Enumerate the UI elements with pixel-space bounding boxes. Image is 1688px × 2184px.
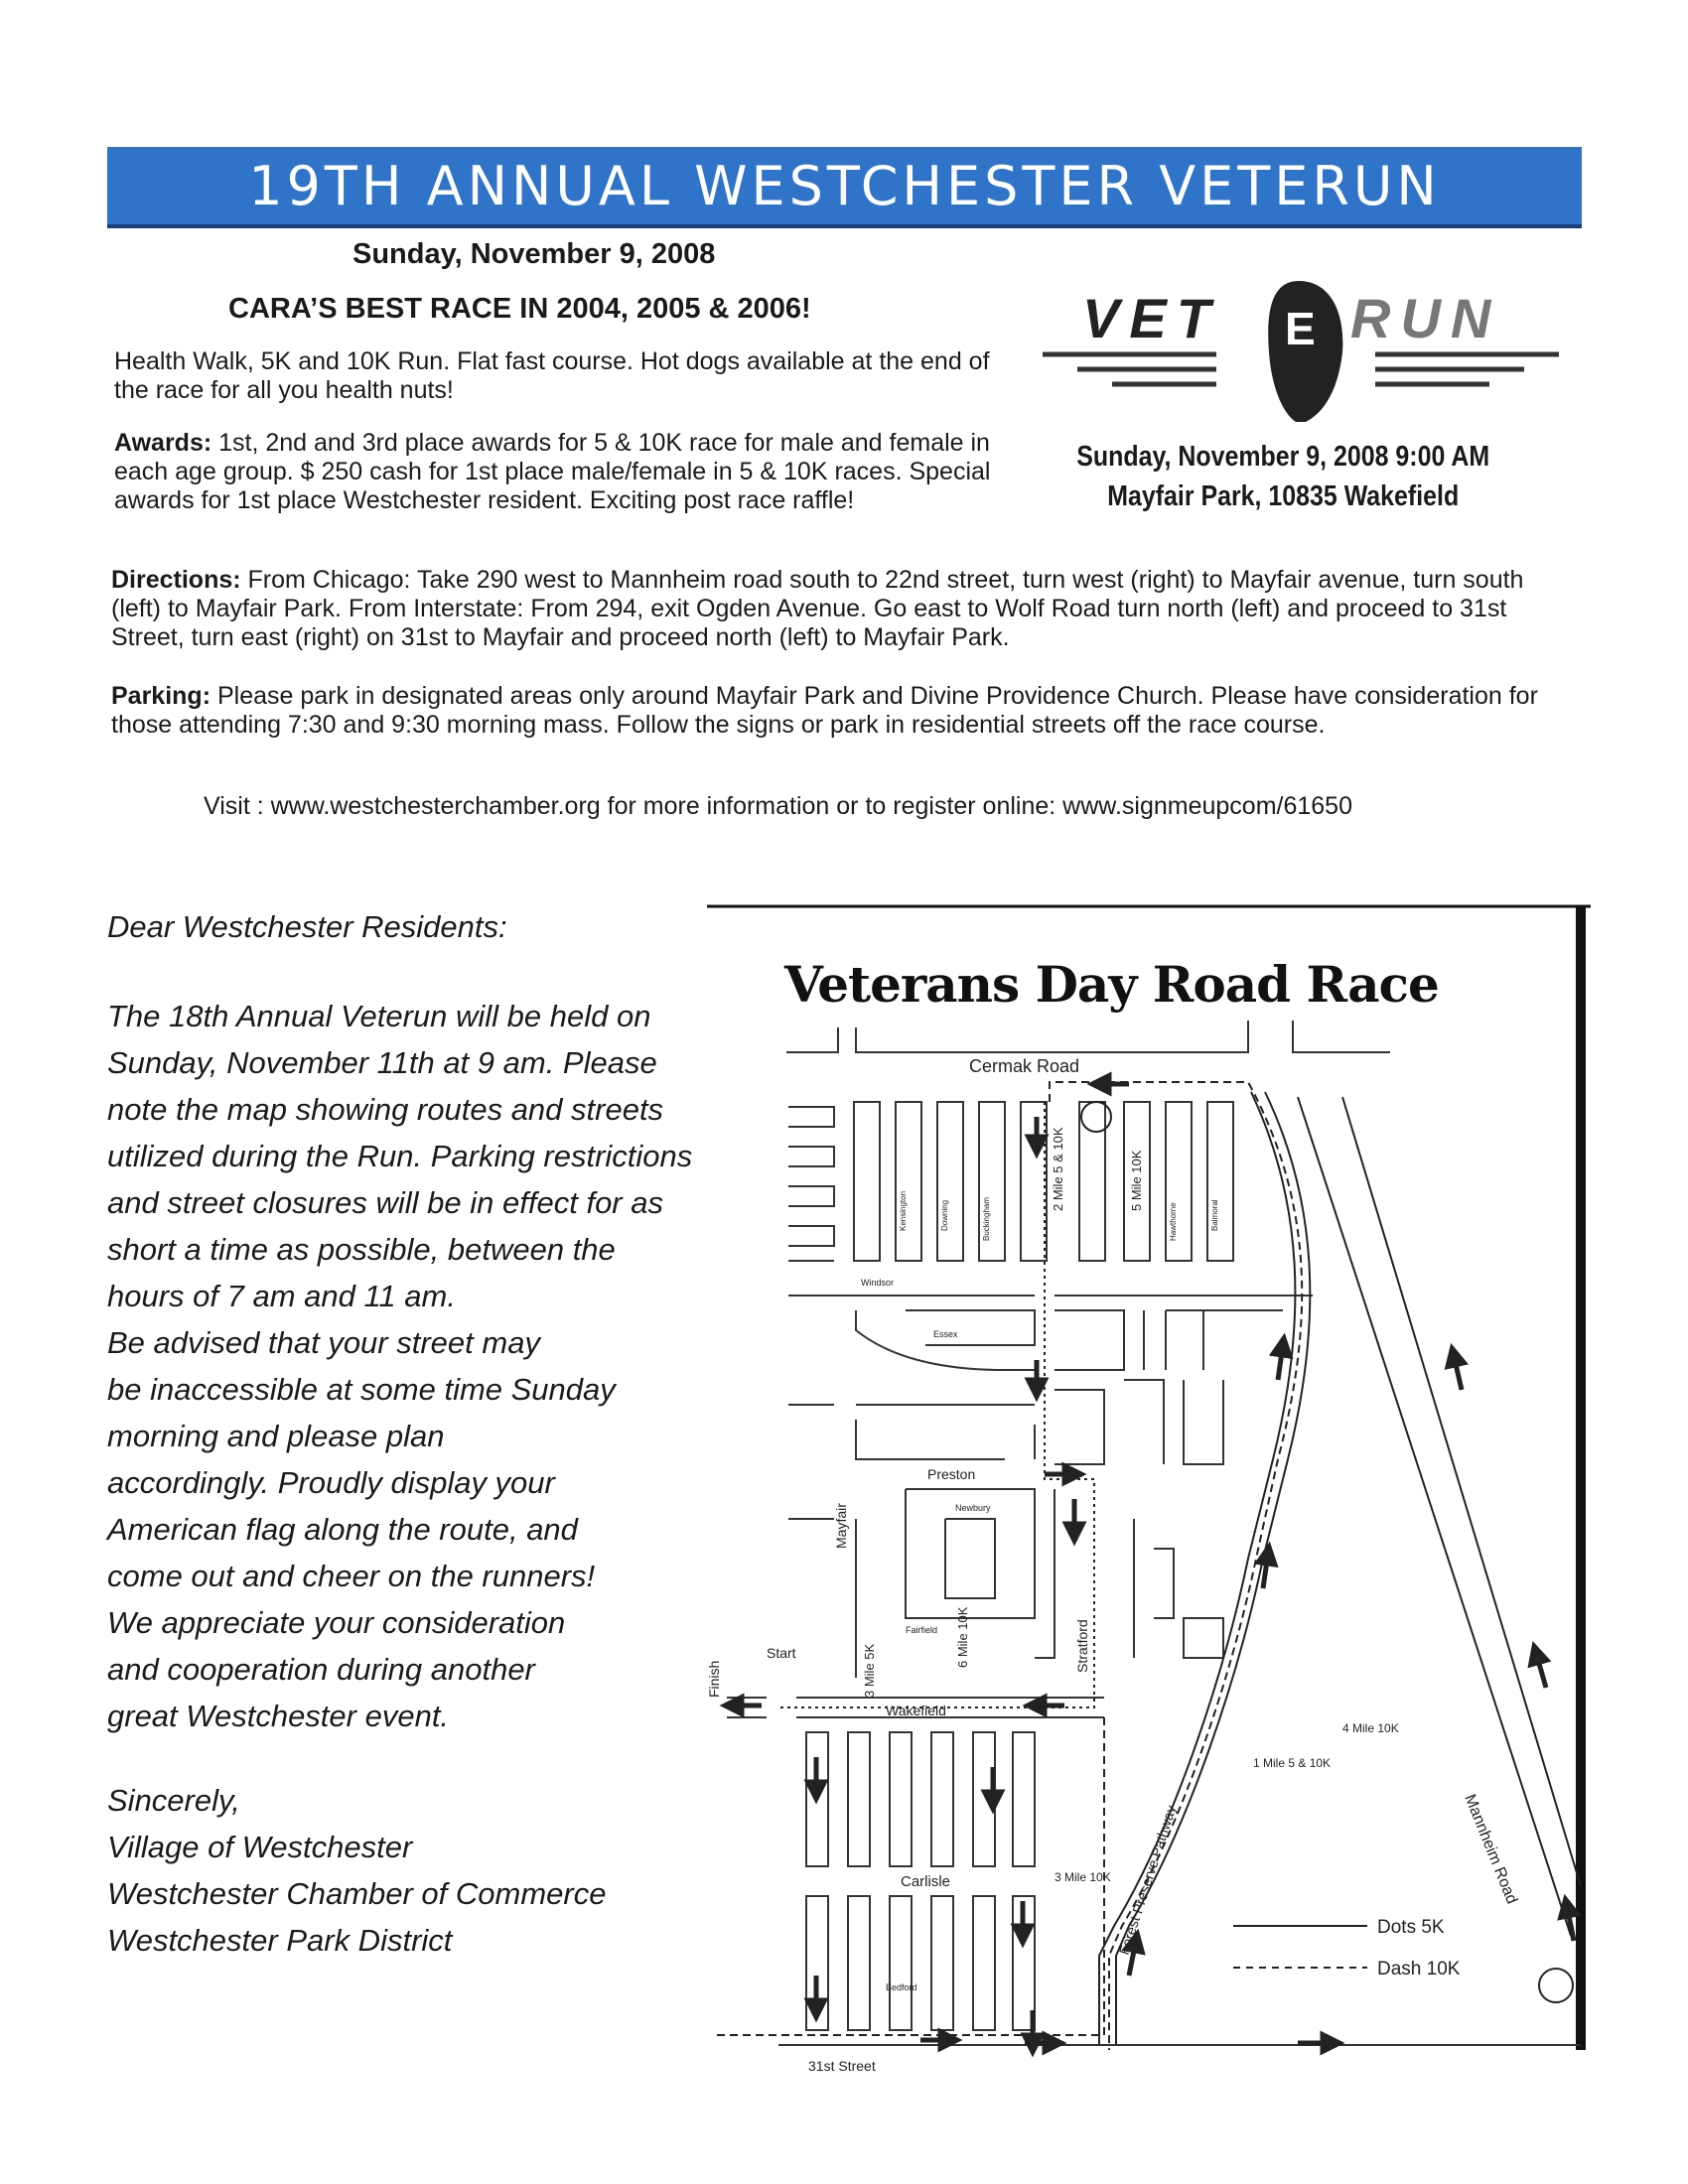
street-wakefield: Wakefield: [886, 1703, 946, 1718]
banner-title: 19TH ANNUAL WESTCHESTER VETERUN: [107, 147, 1582, 228]
directions-label: Directions:: [111, 566, 241, 594]
event-info-box: [1053, 437, 1513, 516]
parking-paragraph: [111, 682, 1556, 740]
letter-line: We appreciate your consideration: [107, 1605, 566, 1640]
event-info-location: Mayfair Park, 10835 Wakefield: [1107, 480, 1460, 512]
letter-line: be inaccessible at some time Sunday: [107, 1372, 616, 1407]
mile2-label: 2 Mile 5 & 10K: [1051, 1127, 1065, 1211]
directions-text: From Chicago: Take 290 west to Mannheim road south to 22nd street, turn west (right) to Mayfair avenue, turn south (left) to Mayfair Park. From Interstate: From 294, exit Ogden Avenue. Go east to Wolf Road turn north (left) and proceed to 31st Street, turn east (right) on 31st to Mayfair and proceed north (left) to Mayfair Park.: [111, 566, 1524, 651]
visit-line: Visit : www.westchesterchamber.org for more information or to register online: www.signmeupcom/61650: [204, 792, 1352, 820]
street-hawthorne: Hawthorne: [1169, 1202, 1178, 1241]
street-newbury: Newbury: [955, 1503, 991, 1513]
awards-paragraph: [114, 429, 1033, 515]
awards-text: 1st, 2nd and 3rd place awards for 5 & 10K race for male and female in each age group. $ 250 cash for 1st place male/female in 5 & 10K races. Special awards for 1st place Westchester resident. Exciting post race raffle!: [114, 429, 991, 514]
logo-center-letter: E: [1285, 303, 1316, 354]
directions-paragraph: [111, 566, 1556, 652]
letter-line: American flag along the route, and: [107, 1512, 578, 1547]
mile6-label: 6 Mile 10K: [955, 1606, 970, 1668]
letter-signoff: [107, 1777, 723, 1964]
parking-text: Please park in designated areas only around Mayfair Park and Divine Providence Church. Please have consideration for those attending 7:30 and 9:30 morning mass. Follow the signs or park in residential streets off the race course.: [111, 682, 1538, 739]
mile4-label: 4 Mile 10K: [1342, 1721, 1399, 1735]
street-fairfield: Fairfield: [906, 1625, 938, 1635]
letter-line: great Westchester event.: [107, 1699, 450, 1733]
signoff-line: Westchester Park District: [107, 1923, 453, 1958]
letter-line: Sunday, November 11th at 9 am. Please: [107, 1045, 657, 1080]
water-stop-icon: [1081, 1102, 1111, 1132]
logo-right-letters: RUN: [1350, 287, 1501, 349]
street-stratford: Stratford: [1074, 1619, 1090, 1673]
letter-line: and street closures will be in effect for as: [107, 1185, 663, 1220]
street-mayfair: Mayfair: [833, 1503, 849, 1549]
street-balmoral: Balmoral: [1210, 1199, 1219, 1231]
letter-line: note the map showing routes and streets: [107, 1092, 664, 1127]
letter-line: accordingly. Proudly display your: [107, 1465, 555, 1500]
letter-line: utilized during the Run. Parking restrictions: [107, 1139, 693, 1173]
mile1-label: 1 Mile 5 & 10K: [1253, 1756, 1332, 1770]
veterun-logo: [1033, 273, 1569, 442]
street-essex: Essex: [933, 1329, 958, 1339]
event-info-datetime: Sunday, November 9, 2008 9:00 AM: [1076, 441, 1490, 473]
street-bedford: Bedford: [886, 1982, 917, 1992]
letter-line: and cooperation during another: [107, 1652, 535, 1687]
street-cermak: Cermak Road: [969, 1056, 1080, 1076]
street-windsor: Windsor: [861, 1278, 895, 1288]
street-forest-pathway: Forest Preserve Pathway: [1115, 1803, 1180, 1957]
letter-line: Be advised that your street may: [107, 1325, 540, 1360]
letter-salutation: Dear Westchester Residents:: [107, 909, 507, 944]
event-date-heading: Sunday, November 9, 2008: [352, 238, 716, 270]
race-map-drawing: [706, 903, 1591, 2074]
awards-label: Awards:: [114, 429, 212, 457]
logo-left-letters: VET: [1082, 287, 1220, 349]
street-carlisle: Carlisle: [901, 1873, 951, 1890]
letter-body: [107, 993, 723, 1739]
intro-paragraph: Health Walk, 5K and 10K Run. Flat fast course. Hot dogs available at the end of the race for all you health nuts!: [114, 347, 990, 404]
street-preston: Preston: [927, 1466, 976, 1482]
signoff-line: Sincerely,: [107, 1783, 240, 1818]
map-title: Veterans Day Road Race: [784, 955, 1439, 1014]
street-buckingham: Buckingham: [982, 1196, 991, 1241]
street-kensington: Kensington: [899, 1190, 908, 1231]
parking-label: Parking:: [111, 682, 211, 710]
letter-line: short a time as possible, between the: [107, 1232, 616, 1267]
mile3-5k-label: 3 Mile 5K: [862, 1643, 877, 1698]
legend-dash: Dash 10K: [1377, 1959, 1461, 1979]
signoff-line: Village of Westchester: [107, 1830, 413, 1864]
best-race-heading: CARA’S BEST RACE IN 2004, 2005 & 2006!: [228, 293, 811, 325]
finish-label: Finish: [706, 1660, 722, 1698]
water-stop-icon: [1539, 1969, 1573, 2002]
street-31st: 31st Street: [808, 2058, 876, 2074]
letter-line: hours of 7 am and 11 am.: [107, 1279, 456, 1313]
start-label: Start: [767, 1645, 796, 1661]
letter-line: come out and cheer on the runners!: [107, 1559, 596, 1593]
letter-line: morning and please plan: [107, 1419, 445, 1453]
mile5-label: 5 Mile 10K: [1129, 1150, 1144, 1211]
mile3-label: 3 Mile 10K: [1055, 1870, 1111, 1884]
legend-dots: Dots 5K: [1377, 1917, 1445, 1938]
race-map: [706, 903, 1591, 2074]
street-mannheim: Mannheim Road: [1461, 1792, 1521, 1907]
letter-line: The 18th Annual Veterun will be held on: [107, 999, 651, 1033]
signoff-line: Westchester Chamber of Commerce: [107, 1876, 607, 1911]
street-downing: Downing: [940, 1199, 949, 1231]
